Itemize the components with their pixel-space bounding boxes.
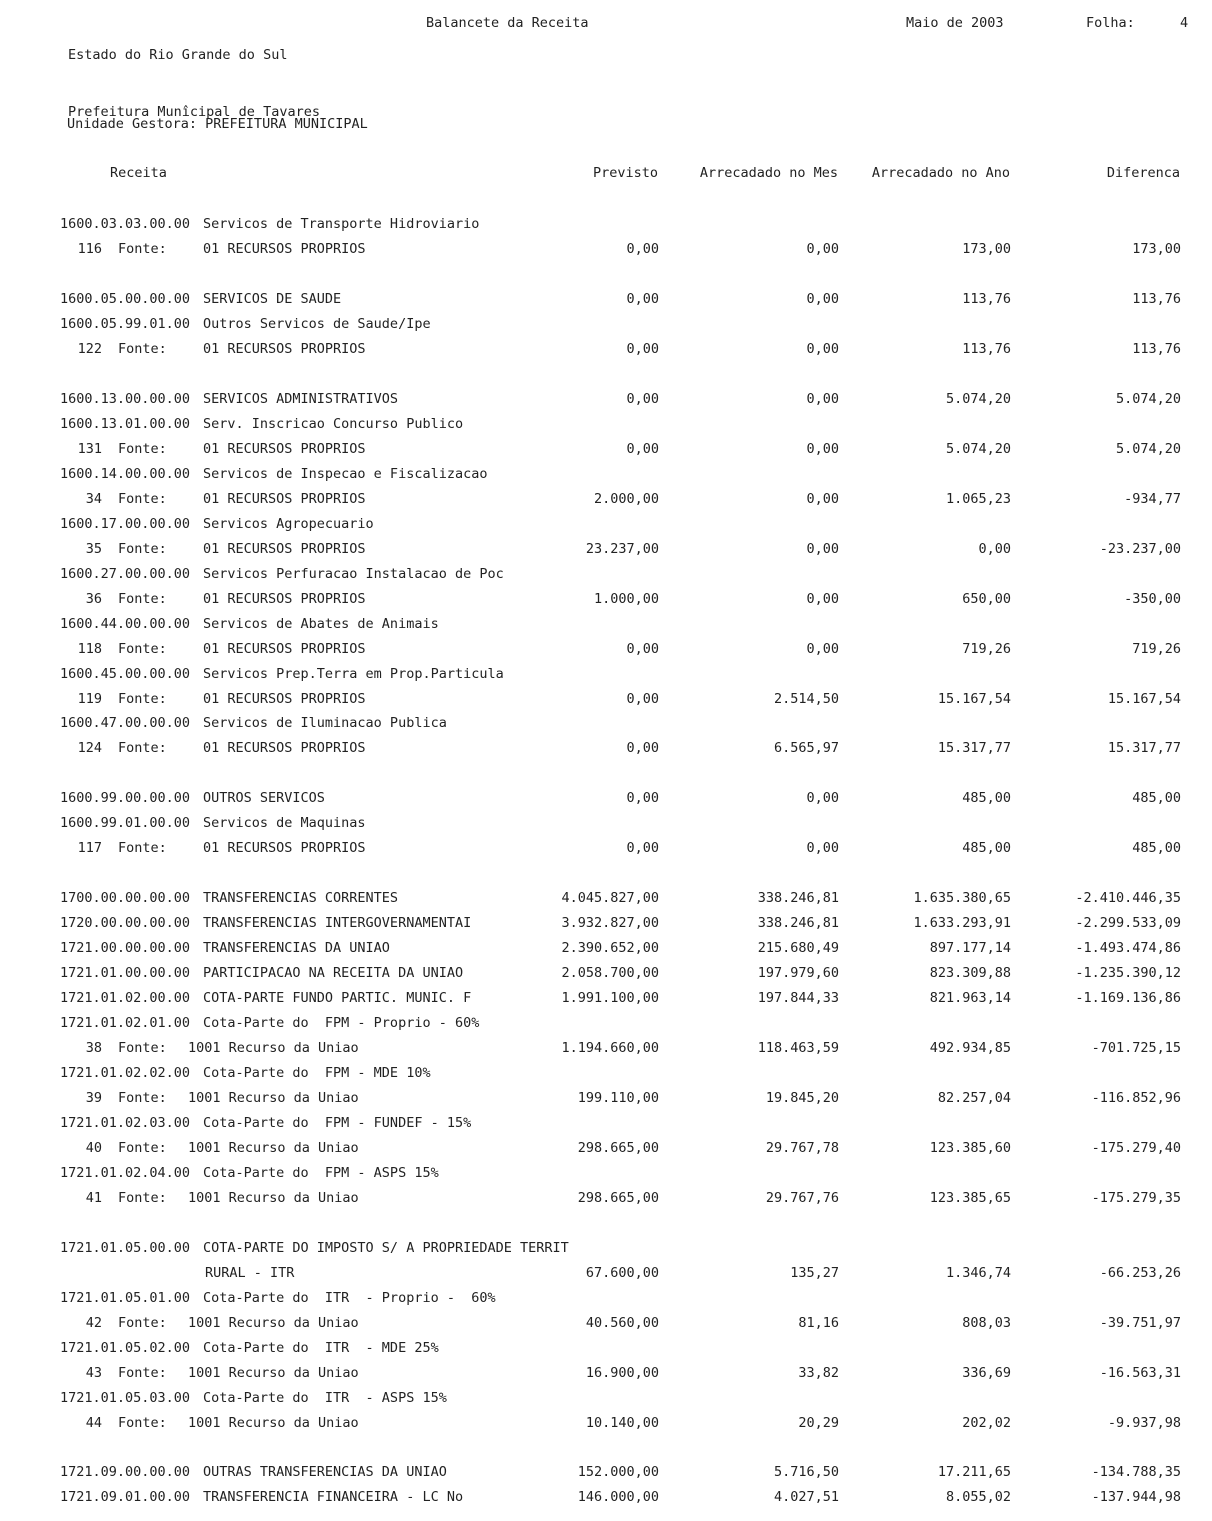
value-previsto: 1.991.100,00 (561, 990, 659, 1006)
source-description: 1001 Recurso da Uniao (188, 1365, 359, 1381)
source-number: 44 (85, 1415, 102, 1431)
account-description-continued: RURAL - ITR (205, 1265, 295, 1281)
source-description: 1001 Recurso da Uniao (188, 1415, 359, 1431)
value-diferenca: -23.237,00 (1099, 541, 1181, 557)
value-arrecadado-ano: 5.074,20 (945, 391, 1011, 407)
account-row (0, 290, 1212, 308)
source-description: 01 RECURSOS PROPRIOS (203, 691, 366, 707)
sheet-number: 4 (1180, 15, 1189, 31)
source-number: 41 (85, 1190, 102, 1206)
source-row (0, 1139, 1212, 1157)
account-description: Cota-Parte do FPM - FUNDEF - 15% (203, 1115, 472, 1131)
value-arrecadado-ano: 82.257,04 (937, 1090, 1011, 1106)
account-description: Servicos de Inspecao e Fiscalizacao (203, 466, 488, 482)
value-arrecadado-ano: 897.177,14 (929, 940, 1011, 956)
value-diferenca: -934,77 (1124, 491, 1181, 507)
account-description: Servicos Perfuracao Instalacao de Poc (203, 566, 504, 582)
account-row (0, 565, 1212, 583)
value-previsto: 298.665,00 (577, 1140, 659, 1156)
account-code: 1721.01.00.00.00 (60, 965, 191, 981)
value-arrecadado-ano: 808,03 (962, 1315, 1011, 1331)
source-number: 42 (85, 1315, 102, 1331)
account-code: 1600.05.99.01.00 (60, 316, 191, 332)
source-label: Fonte: (118, 1090, 167, 1106)
value-arrecadado-ano: 0,00 (978, 541, 1011, 557)
value-previsto: 4.045.827,00 (561, 890, 659, 906)
source-label: Fonte: (118, 1315, 167, 1331)
value-diferenca: -1.235.390,12 (1075, 965, 1181, 981)
account-code: 1720.00.00.00.00 (60, 915, 191, 931)
state-name: Estado do Rio Grande do Sul (68, 47, 288, 63)
value-arrecadado-ano: 719,26 (962, 641, 1011, 657)
account-row (0, 1488, 1212, 1506)
value-diferenca: -2.410.446,35 (1075, 890, 1181, 906)
value-previsto: 3.932.827,00 (561, 915, 659, 931)
value-previsto: 1.194.660,00 (561, 1040, 659, 1056)
value-arrecadado-ano: 113,76 (962, 291, 1011, 307)
account-code: 1600.45.00.00.00 (60, 666, 191, 682)
account-code: 1600.47.00.00.00 (60, 715, 191, 731)
value-previsto: 23.237,00 (585, 541, 659, 557)
account-code: 1721.09.00.00.00 (60, 1464, 191, 1480)
value-diferenca: 485,00 (1132, 790, 1181, 806)
source-label: Fonte: (118, 341, 167, 357)
account-code: 1600.99.00.00.00 (60, 790, 191, 806)
account-description: Outros Servicos de Saude/Ipe (203, 316, 431, 332)
value-previsto: 0,00 (626, 291, 659, 307)
value-arrecadado-mes: 0,00 (806, 391, 839, 407)
value-arrecadado-mes: 0,00 (806, 840, 839, 856)
account-row (0, 1114, 1212, 1132)
account-code: 1600.13.00.00.00 (60, 391, 191, 407)
source-description: 1001 Recurso da Uniao (188, 1140, 359, 1156)
value-arrecadado-ano: 5.074,20 (945, 441, 1011, 457)
value-arrecadado-ano: 173,00 (962, 241, 1011, 257)
value-arrecadado-mes: 0,00 (806, 441, 839, 457)
account-code: 1721.00.00.00.00 (60, 940, 191, 956)
account-description: Servicos de Iluminacao Publica (203, 715, 447, 731)
source-description: 01 RECURSOS PROPRIOS (203, 441, 366, 457)
value-previsto: 0,00 (626, 790, 659, 806)
account-description: Cota-Parte do FPM - MDE 10% (203, 1065, 431, 1081)
value-diferenca: 15.317,77 (1107, 740, 1181, 756)
source-label: Fonte: (118, 691, 167, 707)
value-diferenca: -701.725,15 (1091, 1040, 1181, 1056)
value-diferenca: -1.169.136,86 (1075, 990, 1181, 1006)
value-previsto: 0,00 (626, 691, 659, 707)
account-description: Servicos Agropecuario (203, 516, 374, 532)
column-header-diferenca: Diferenca (1106, 165, 1180, 181)
value-arrecadado-mes: 215.680,49 (757, 940, 839, 956)
value-diferenca: -9.937,98 (1107, 1415, 1181, 1431)
value-previsto: 0,00 (626, 840, 659, 856)
source-row (0, 540, 1212, 558)
account-description: Serv. Inscricao Concurso Publico (203, 416, 464, 432)
value-diferenca: 5.074,20 (1115, 391, 1181, 407)
value-arrecadado-ano: 123.385,65 (929, 1190, 1011, 1206)
source-number: 116 (77, 241, 102, 257)
account-row (0, 789, 1212, 807)
value-arrecadado-ano: 650,00 (962, 591, 1011, 607)
account-code: 1721.01.02.03.00 (60, 1115, 191, 1131)
municipality-name: Prefeitura Munîcipal de Tavares (68, 104, 320, 120)
source-row (0, 1314, 1212, 1332)
source-label: Fonte: (118, 241, 167, 257)
value-arrecadado-mes: 5.716,50 (773, 1464, 839, 1480)
account-code: 1721.01.05.00.00 (60, 1240, 191, 1256)
account-row (0, 215, 1212, 233)
source-label: Fonte: (118, 541, 167, 557)
account-row (0, 1463, 1212, 1481)
account-row (0, 465, 1212, 483)
account-code: 1721.01.05.01.00 (60, 1290, 191, 1306)
value-arrecadado-ano: 1.346,74 (945, 1265, 1011, 1281)
value-arrecadado-mes: 81,16 (798, 1315, 839, 1331)
column-header-arrecadado-mes: Arrecadado no Mes (699, 165, 838, 181)
value-previsto: 146.000,00 (577, 1489, 659, 1505)
column-header-arrecadado-ano: Arrecadado no Ano (871, 165, 1010, 181)
value-diferenca: -175.279,40 (1091, 1140, 1181, 1156)
value-arrecadado-mes: 0,00 (806, 541, 839, 557)
source-row (0, 1364, 1212, 1382)
value-previsto: 0,00 (626, 241, 659, 257)
account-description: OUTROS SERVICOS (203, 790, 325, 806)
value-arrecadado-mes: 19.845,20 (765, 1090, 839, 1106)
value-arrecadado-mes: 0,00 (806, 341, 839, 357)
value-previsto: 0,00 (626, 641, 659, 657)
account-row (0, 665, 1212, 683)
account-row (0, 615, 1212, 633)
value-diferenca: -137.944,98 (1091, 1489, 1181, 1505)
column-header-previsto: Previsto (592, 165, 658, 181)
account-code: 1700.00.00.00.00 (60, 890, 191, 906)
account-code: 1721.09.01.00.00 (60, 1489, 191, 1505)
value-previsto: 0,00 (626, 341, 659, 357)
source-row (0, 440, 1212, 458)
value-diferenca: -116.852,96 (1091, 1090, 1181, 1106)
account-row (0, 515, 1212, 533)
value-arrecadado-ano: 15.167,54 (937, 691, 1011, 707)
account-code: 1600.13.01.00.00 (60, 416, 191, 432)
account-row (0, 714, 1212, 732)
value-arrecadado-ano: 123.385,60 (929, 1140, 1011, 1156)
value-diferenca: -175.279,35 (1091, 1190, 1181, 1206)
account-code: 1600.03.03.00.00 (60, 216, 191, 232)
value-arrecadado-mes: 338.246,81 (757, 890, 839, 906)
account-code: 1721.01.05.02.00 (60, 1340, 191, 1356)
source-number: 34 (85, 491, 102, 507)
value-previsto: 0,00 (626, 740, 659, 756)
source-number: 124 (77, 740, 102, 756)
source-number: 39 (85, 1090, 102, 1106)
source-description: 01 RECURSOS PROPRIOS (203, 341, 366, 357)
value-arrecadado-mes: 118.463,59 (757, 1040, 839, 1056)
source-label: Fonte: (118, 491, 167, 507)
account-row (0, 989, 1212, 1007)
account-description: Servicos de Abates de Animais (203, 616, 439, 632)
value-arrecadado-mes: 20,29 (798, 1415, 839, 1431)
account-row (0, 964, 1212, 982)
source-number: 38 (85, 1040, 102, 1056)
source-row (0, 590, 1212, 608)
source-number: 43 (85, 1365, 102, 1381)
value-arrecadado-ano: 15.317,77 (937, 740, 1011, 756)
account-description: Cota-Parte do ITR - MDE 25% (203, 1340, 439, 1356)
source-row (0, 690, 1212, 708)
source-row (0, 340, 1212, 358)
source-number: 40 (85, 1140, 102, 1156)
account-description: Cota-Parte do FPM - Proprio - 60% (203, 1015, 480, 1031)
account-description: Cota-Parte do ITR - Proprio - 60% (203, 1290, 496, 1306)
source-description: 1001 Recurso da Uniao (188, 1190, 359, 1206)
source-label: Fonte: (118, 641, 167, 657)
source-description: 01 RECURSOS PROPRIOS (203, 641, 366, 657)
account-code: 1721.01.02.02.00 (60, 1065, 191, 1081)
account-row (0, 914, 1212, 932)
source-row (0, 240, 1212, 258)
account-row (0, 889, 1212, 907)
value-diferenca: -350,00 (1124, 591, 1181, 607)
value-arrecadado-mes: 33,82 (798, 1365, 839, 1381)
value-diferenca: -1.493.474,86 (1075, 940, 1181, 956)
source-label: Fonte: (118, 591, 167, 607)
account-description: SERVICOS ADMINISTRATIVOS (203, 391, 399, 407)
value-arrecadado-mes: 0,00 (806, 591, 839, 607)
value-diferenca: -16.563,31 (1099, 1365, 1181, 1381)
source-label: Fonte: (118, 1365, 167, 1381)
value-arrecadado-mes: 0,00 (806, 491, 839, 507)
account-code: 1600.17.00.00.00 (60, 516, 191, 532)
value-diferenca: 719,26 (1132, 641, 1181, 657)
report-period: Maio de 2003 (906, 15, 1004, 31)
source-row (0, 1189, 1212, 1207)
source-row (0, 739, 1212, 757)
value-arrecadado-ano: 1.065,23 (945, 491, 1011, 507)
source-number: 117 (77, 840, 102, 856)
account-code: 1600.05.00.00.00 (60, 291, 191, 307)
continuation-row (0, 1264, 1212, 1282)
account-description: Servicos de Transporte Hidroviario (203, 216, 480, 232)
value-arrecadado-ano: 1.633.293,91 (913, 915, 1011, 931)
value-arrecadado-ano: 336,69 (962, 1365, 1011, 1381)
value-arrecadado-mes: 29.767,78 (765, 1140, 839, 1156)
account-row (0, 1339, 1212, 1357)
source-label: Fonte: (118, 1140, 167, 1156)
account-description: TRANSFERENCIAS CORRENTES (203, 890, 399, 906)
account-row (0, 1064, 1212, 1082)
account-code: 1600.44.00.00.00 (60, 616, 191, 632)
value-previsto: 0,00 (626, 391, 659, 407)
value-diferenca: 113,76 (1132, 291, 1181, 307)
value-diferenca: 485,00 (1132, 840, 1181, 856)
account-description: TRANSFERENCIAS INTERGOVERNAMENTAI (203, 915, 472, 931)
value-previsto: 152.000,00 (577, 1464, 659, 1480)
account-description: COTA-PARTE DO IMPOSTO S/ A PROPRIEDADE TERRIT (203, 1240, 569, 1256)
value-arrecadado-mes: 135,27 (790, 1265, 839, 1281)
source-description: 1001 Recurso da Uniao (188, 1040, 359, 1056)
value-arrecadado-ano: 492.934,85 (929, 1040, 1011, 1056)
source-row (0, 640, 1212, 658)
value-previsto: 2.000,00 (593, 491, 659, 507)
source-row (0, 1414, 1212, 1432)
value-arrecadado-mes: 6.565,97 (773, 740, 839, 756)
account-description: COTA-PARTE FUNDO PARTIC. MUNIC. F (203, 990, 472, 1006)
source-row (0, 1089, 1212, 1107)
source-label: Fonte: (118, 1190, 167, 1206)
value-previsto: 10.140,00 (585, 1415, 659, 1431)
value-previsto: 2.058.700,00 (561, 965, 659, 981)
value-arrecadado-mes: 2.514,50 (773, 691, 839, 707)
source-number: 35 (85, 541, 102, 557)
value-previsto: 298.665,00 (577, 1190, 659, 1206)
value-previsto: 1.000,00 (593, 591, 659, 607)
account-row (0, 415, 1212, 433)
account-description: OUTRAS TRANSFERENCIAS DA UNIAO (203, 1464, 447, 1480)
report-title: Balancete da Receita (426, 15, 589, 31)
value-arrecadado-mes: 0,00 (806, 241, 839, 257)
value-previsto: 67.600,00 (585, 1265, 659, 1281)
value-arrecadado-ano: 485,00 (962, 790, 1011, 806)
account-row (0, 1239, 1212, 1257)
value-arrecadado-mes: 4.027,51 (773, 1489, 839, 1505)
value-arrecadado-ano: 8.055,02 (945, 1489, 1011, 1505)
value-arrecadado-mes: 0,00 (806, 641, 839, 657)
source-description: 01 RECURSOS PROPRIOS (203, 840, 366, 856)
value-arrecadado-ano: 202,02 (962, 1415, 1011, 1431)
value-arrecadado-mes: 197.844,33 (757, 990, 839, 1006)
value-diferenca: 113,76 (1132, 341, 1181, 357)
source-description: 01 RECURSOS PROPRIOS (203, 740, 366, 756)
source-description: 01 RECURSOS PROPRIOS (203, 241, 366, 257)
value-arrecadado-ano: 17.211,65 (937, 1464, 1011, 1480)
value-arrecadado-ano: 485,00 (962, 840, 1011, 856)
source-label: Fonte: (118, 441, 167, 457)
account-row (0, 939, 1212, 957)
source-label: Fonte: (118, 1415, 167, 1431)
column-header-receita: Receita (110, 165, 167, 181)
source-number: 119 (77, 691, 102, 707)
value-arrecadado-mes: 197.979,60 (757, 965, 839, 981)
account-row (0, 1014, 1212, 1032)
source-number: 131 (77, 441, 102, 457)
account-row (0, 1389, 1212, 1407)
value-previsto: 2.390.652,00 (561, 940, 659, 956)
value-previsto: 16.900,00 (585, 1365, 659, 1381)
source-row (0, 839, 1212, 857)
source-description: 01 RECURSOS PROPRIOS (203, 491, 366, 507)
account-code: 1600.14.00.00.00 (60, 466, 191, 482)
account-description: TRANSFERENCIA FINANCEIRA - LC No (203, 1489, 464, 1505)
source-description: 01 RECURSOS PROPRIOS (203, 541, 366, 557)
value-arrecadado-mes: 0,00 (806, 790, 839, 806)
account-code: 1721.01.05.03.00 (60, 1390, 191, 1406)
source-description: 01 RECURSOS PROPRIOS (203, 591, 366, 607)
source-description: 1001 Recurso da Uniao (188, 1090, 359, 1106)
value-diferenca: -66.253,26 (1099, 1265, 1181, 1281)
account-row (0, 315, 1212, 333)
value-arrecadado-mes: 0,00 (806, 291, 839, 307)
source-description: 1001 Recurso da Uniao (188, 1315, 359, 1331)
account-code: 1721.01.02.00.00 (60, 990, 191, 1006)
account-row (0, 390, 1212, 408)
account-code: 1600.99.01.00.00 (60, 815, 191, 831)
source-label: Fonte: (118, 840, 167, 856)
account-description: Cota-Parte do ITR - ASPS 15% (203, 1390, 447, 1406)
value-diferenca: 15.167,54 (1107, 691, 1181, 707)
account-description: Cota-Parte do FPM - ASPS 15% (203, 1165, 439, 1181)
source-label: Fonte: (118, 1040, 167, 1056)
value-diferenca: 5.074,20 (1115, 441, 1181, 457)
source-row (0, 1039, 1212, 1057)
account-description: TRANSFERENCIAS DA UNIAO (203, 940, 390, 956)
source-label: Fonte: (118, 740, 167, 756)
managing-unit: Unidade Gestora: PREFEITURA MUNICIPAL (67, 116, 368, 132)
value-arrecadado-ano: 1.635.380,65 (913, 890, 1011, 906)
sheet-label: Folha: (1086, 15, 1135, 31)
account-row (0, 1164, 1212, 1182)
value-diferenca: -2.299.533,09 (1075, 915, 1181, 931)
account-code: 1600.27.00.00.00 (60, 566, 191, 582)
source-row (0, 490, 1212, 508)
value-arrecadado-mes: 29.767,76 (765, 1190, 839, 1206)
source-number: 36 (85, 591, 102, 607)
value-previsto: 199.110,00 (577, 1090, 659, 1106)
value-previsto: 40.560,00 (585, 1315, 659, 1331)
account-row (0, 1289, 1212, 1307)
account-description: Servicos de Maquinas (203, 815, 366, 831)
value-diferenca: -134.788,35 (1091, 1464, 1181, 1480)
value-arrecadado-ano: 823.309,88 (929, 965, 1011, 981)
source-number: 122 (77, 341, 102, 357)
account-description: SERVICOS DE SAUDE (203, 291, 342, 307)
account-row (0, 814, 1212, 832)
account-code: 1721.01.02.04.00 (60, 1165, 191, 1181)
value-diferenca: -39.751,97 (1099, 1315, 1181, 1331)
source-number: 118 (77, 641, 102, 657)
account-description: PARTICIPACAO NA RECEITA DA UNIAO (203, 965, 464, 981)
value-previsto: 0,00 (626, 441, 659, 457)
account-code: 1721.01.02.01.00 (60, 1015, 191, 1031)
value-arrecadado-ano: 821.963,14 (929, 990, 1011, 1006)
value-diferenca: 173,00 (1132, 241, 1181, 257)
value-arrecadado-ano: 113,76 (962, 341, 1011, 357)
account-description: Servicos Prep.Terra em Prop.Particula (203, 666, 504, 682)
value-arrecadado-mes: 338.246,81 (757, 915, 839, 931)
